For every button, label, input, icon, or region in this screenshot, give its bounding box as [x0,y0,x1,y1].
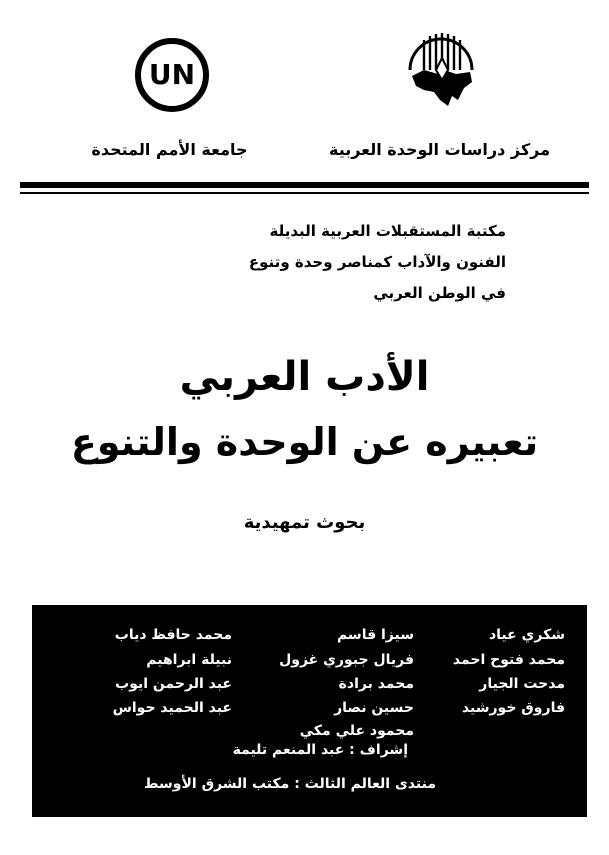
series-line-2: الفنون والآداب كمناصر وحدة وتنوع [248,253,506,271]
author-name: مدحت الجيار [479,676,565,692]
book-title-sub: تعبيره عن الوحدة والتنوع [70,420,539,464]
author-name: عبد الحميد حواس [112,700,232,716]
supervision-line: إشراف : عبد المنعم تليمة [232,742,408,758]
series-line-3: في الوطن العربي [373,284,506,302]
center-name: مركز دراسات الوحدة العربية [328,140,550,159]
book-title: الأدب العربي [179,354,430,400]
author-name: محمد حافظ دياب [114,627,232,643]
author-name: محمود علي مكي [299,723,414,739]
center-emblem-icon [404,30,478,112]
series-line-1: مكتبة المستقبلات العربية البديلة [269,222,506,240]
un-logo-text: UN [148,58,196,91]
un-university-name: جامعة الأمم المتحدة [91,140,248,159]
author-name: حسين نصار [334,700,414,716]
author-name: نبيلة ابراهيم [146,652,232,668]
header-divider [20,182,589,188]
author-name: شكري عياد [488,627,565,643]
author-name: فريال جبوري غزول [279,652,414,668]
un-logo [133,36,211,114]
book-subtitle: بحوث تمهيدية [243,512,366,533]
author-name: عبد الرحمن ايوب [115,676,232,692]
author-name: محمد فتوح احمد [452,652,565,668]
header-divider-thin [20,192,589,194]
author-name: فاروق خورشيد [461,700,565,716]
author-name: محمد برادة [338,676,414,692]
publisher-line: منتدى العالم الثالث : مكتب الشرق الأوسط [144,776,436,792]
author-name: سيزا قاسم [336,627,414,643]
